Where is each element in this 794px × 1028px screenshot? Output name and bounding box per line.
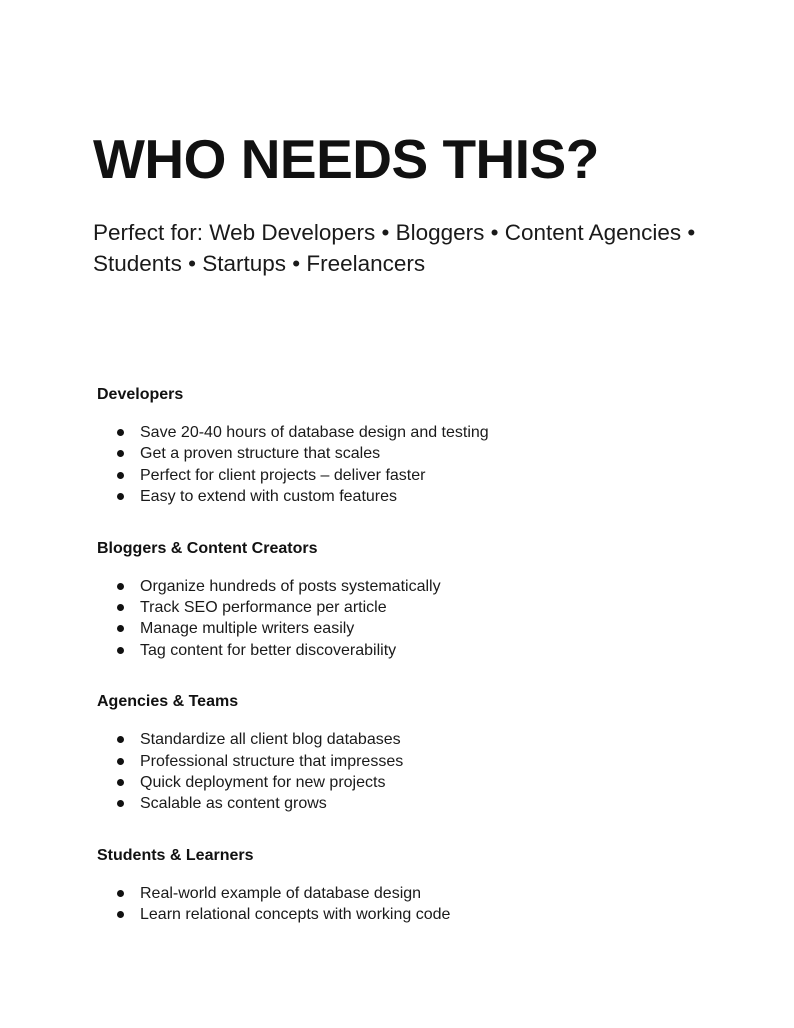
list-item: [97, 486, 717, 507]
bullet-icon: [117, 472, 124, 479]
list-item-text: Real-world example of database design: [140, 884, 422, 902]
bullet-icon: [117, 911, 124, 918]
list-item: [97, 729, 717, 750]
section-heading: Agencies & Teams: [97, 693, 239, 711]
bullet-icon: [117, 779, 124, 786]
list-item-text: Easy to extend with custom features: [140, 488, 398, 506]
list-item-text: Perfect for client projects – deliver faster: [140, 466, 426, 484]
section-heading: Developers: [97, 386, 184, 403]
bullet-icon: [117, 493, 124, 500]
bullet-icon: [117, 583, 124, 590]
bullet-list: [97, 729, 717, 815]
list-item: [97, 793, 717, 814]
section-agencies: [97, 691, 717, 815]
list-item-text: Scalable as content grows: [140, 795, 327, 813]
list-item-text: Tag content for better discoverability: [140, 641, 397, 659]
section-students: [97, 845, 717, 926]
section-heading: Students & Learners: [97, 846, 254, 864]
list-item-text: Quick deployment for new projects: [140, 774, 386, 792]
list-item-text: Professional structure that impresses: [140, 752, 404, 770]
list-item: [97, 883, 717, 904]
section-heading: Bloggers & Content Creators: [97, 539, 318, 557]
page-title: WHO NEEDS THIS?: [93, 128, 599, 190]
bullet-icon: [117, 450, 124, 457]
list-item: [97, 443, 717, 464]
list-item-text: Manage multiple writers easily: [140, 620, 355, 638]
bullet-list: [97, 883, 717, 926]
bullet-list: [97, 422, 717, 508]
list-item: [97, 465, 717, 486]
list-item: [97, 422, 717, 443]
list-item: [97, 597, 717, 618]
bullet-icon: [117, 758, 124, 765]
list-item: [97, 904, 717, 925]
bullet-icon: [117, 429, 124, 436]
bullet-icon: [117, 625, 124, 632]
bullet-icon: [117, 736, 124, 743]
list-item: [97, 772, 717, 793]
bullet-icon: [117, 647, 124, 654]
list-item-text: Learn relational concepts with working code: [140, 906, 451, 924]
section-bloggers: [97, 538, 717, 662]
list-item: [97, 640, 717, 661]
list-item-text: Standardize all client blog databases: [140, 731, 401, 749]
list-item: [97, 618, 717, 639]
list-item-text: Get a proven structure that scales: [140, 445, 381, 463]
section-developers: [97, 384, 717, 508]
list-item-text: Save 20-40 hours of database design and testing: [140, 424, 489, 441]
bullet-icon: [117, 890, 124, 897]
list-item-text: Organize hundreds of posts systematically: [140, 577, 441, 595]
audience-sections: [97, 384, 717, 956]
list-item: [97, 751, 717, 772]
page-subtitle: Perfect for: Web Developers • Bloggers • Content Agencies • Students • Startups • Freelancers: [93, 220, 696, 276]
list-item-text: Track SEO performance per article: [140, 599, 387, 617]
list-item: [97, 576, 717, 597]
bullet-icon: [117, 800, 124, 807]
bullet-list: [97, 576, 717, 662]
bullet-icon: [117, 604, 124, 611]
